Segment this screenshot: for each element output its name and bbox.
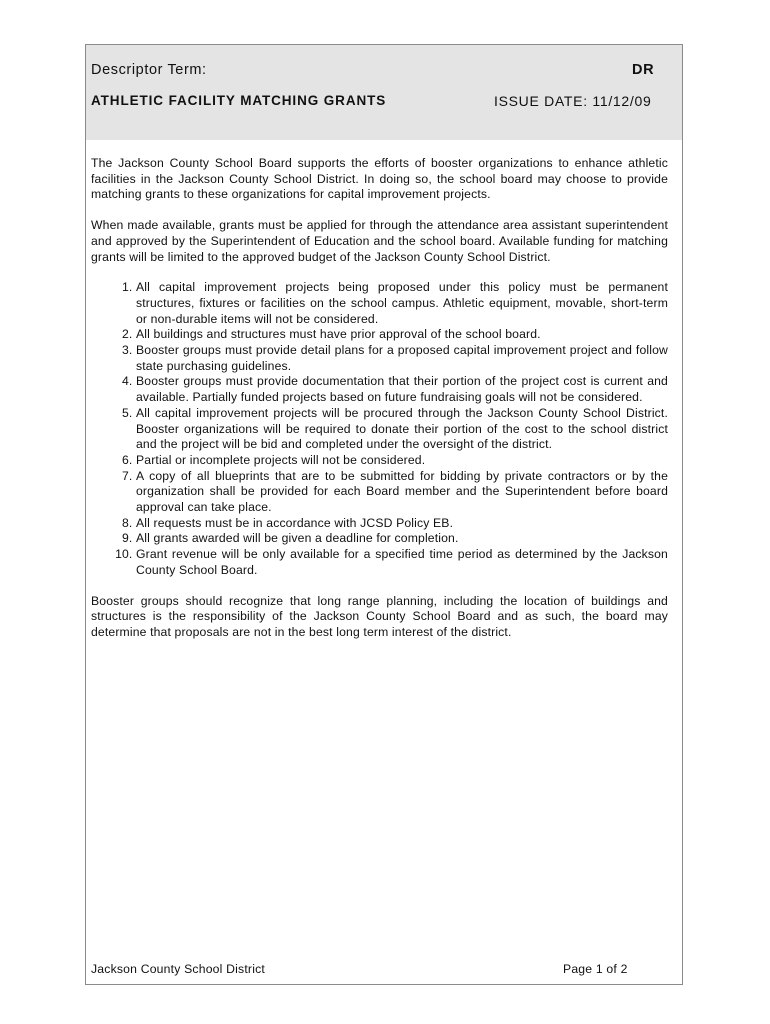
list-item: 3. Booster groups must provide detail plans for a proposed capital improvement project and follow state purchasing guidelines. — [136, 343, 668, 374]
closing-paragraph: Booster groups should recognize that long range planning, including the location of buildings and structures is the responsibility of the Jackson County School Board and as such, the board may determine that proposals are not in the best long term interest of the district. — [91, 593, 668, 639]
policy-body — [91, 156, 668, 656]
footer-organization: Jackson County School District — [91, 962, 265, 976]
list-item: 2. All buildings and structures must have prior approval of the school board. — [136, 327, 668, 343]
document-title: ATHLETIC FACILITY MATCHING GRANTS — [91, 93, 387, 108]
list-item: 9. All grants awarded will be given a deadline for completion. — [136, 531, 668, 547]
requirements-list — [91, 280, 668, 578]
list-item: 6. Partial or incomplete projects will not be considered. — [136, 453, 668, 469]
page-number: Page 1 of 2 — [563, 962, 628, 976]
list-item: 5. All capital improvement projects will be procured through the Jackson County School District. Booster organizations will be required to donate their portion of the cost to the school district and the project will be bid and completed under the oversight of the district. — [136, 406, 668, 453]
descriptor-code: DR — [632, 62, 655, 78]
list-item: 10. Grant revenue will be only available for a specified time period as determined by the Jackson County School Board. — [136, 547, 668, 578]
issue-date: ISSUE DATE: 11/12/09 — [494, 93, 652, 109]
intro-paragraph-1: The Jackson County School Board supports the efforts of booster organizations to enhance athletic facilities in the Jackson County School District. In doing so, the school board may choose to provide matching grants to these organizations for capital improvement projects. — [91, 156, 668, 202]
list-item: 7. A copy of all blueprints that are to be submitted for bidding by private contractors or by the organization shall be provided for each Board member and the Superintendent before board approval can take place. — [136, 469, 668, 516]
list-item: 4. Booster groups must provide documentation that their portion of the project cost is current and available. Partially funded projects based on future fundraising goals will not be considered. — [136, 374, 668, 405]
intro-paragraph-2: When made available, grants must be applied for through the attendance area assistant superintendent and approved by the Superintendent of Education and the school board. Available funding for matching grants will be limited to the approved budget of the Jackson County School District. — [91, 218, 668, 264]
list-item: 8. All requests must be in accordance with JCSD Policy EB. — [136, 516, 668, 532]
list-item: 1. All capital improvement projects being proposed under this policy must be permanent structures, fixtures or facilities on the school campus. Athletic equipment, movable, short-term or non-durable items will not be considered. — [136, 280, 668, 327]
descriptor-term-label: Descriptor Term: — [91, 62, 207, 78]
